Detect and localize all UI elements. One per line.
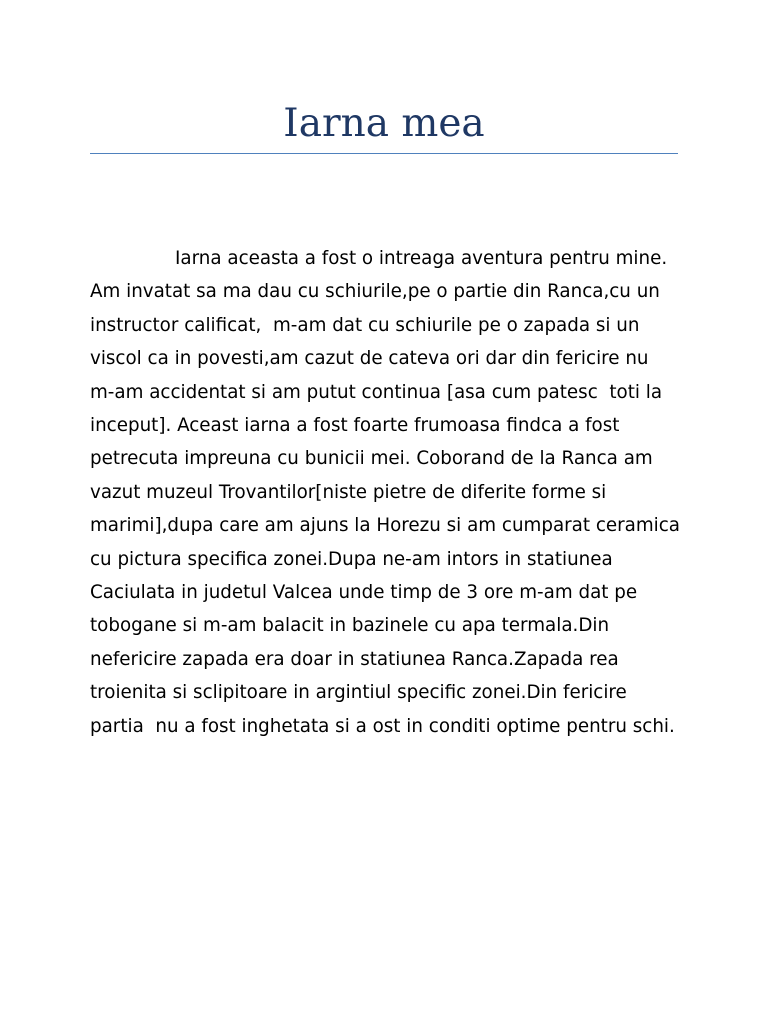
- paragraph-line: partia nu a fost inghetata si a ost in conditi optime pentru schi.: [90, 715, 675, 737]
- paragraph-line: vazut muzeul Trovantilor[niste pietre de diferite forme si: [90, 481, 607, 503]
- title-underline: [90, 153, 678, 154]
- paragraph-line: nefericire zapada era doar in statiunea Ranca.Zapada rea: [90, 648, 619, 670]
- paragraph-line: Iarna aceasta a fost o intreaga aventura pentru mine.: [175, 248, 668, 269]
- paragraph-line: petrecuta impreuna cu bunicii mei. Coborand de la Ranca am: [90, 448, 653, 470]
- paragraph-line: instructor calificat, m-am dat cu schiurile pe o zapada si un: [90, 314, 640, 336]
- paragraph-line: viscol ca in povesti,am cazut de cateva ori dar din fericire nu: [90, 348, 649, 370]
- document-title: Iarna mea: [283, 101, 485, 146]
- paragraph-line: marimi],dupa care am ajuns la Horezu si am cumparat ceramica: [90, 515, 681, 537]
- paragraph-line: cu pictura specifica zonei.Dupa ne-am intors in statiunea: [90, 548, 613, 570]
- body-paragraph: [90, 242, 680, 743]
- paragraph-line: inceput]. Aceast iarna a fost foarte frumoasa findca a fost: [90, 415, 620, 437]
- paragraph-line: Caciulata in judetul Valcea unde timp de 3 ore m-am dat pe: [90, 582, 638, 604]
- paragraph-line: tobogane si m-am balacit in bazinele cu apa termala.Din: [90, 615, 610, 637]
- paragraph-line: troienita si sclipitoare in argintiul specific zonei.Din fericire: [90, 682, 627, 704]
- paragraph-line: m-am accidentat si am putut continua [asa cum patesc toti la: [90, 381, 663, 403]
- paragraph-line: Am invatat sa ma dau cu schiurile,pe o partie din Ranca,cu un: [90, 281, 660, 303]
